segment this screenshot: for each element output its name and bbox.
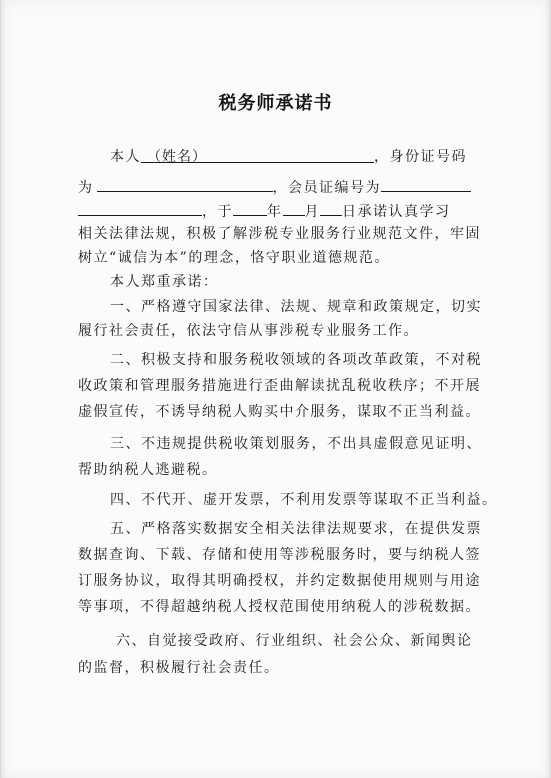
intro-line-5: 树立“诚信为本”的理念，恪守职业道德规范。 bbox=[78, 250, 390, 266]
month-blank[interactable] bbox=[283, 200, 305, 216]
intro-line-3 bbox=[78, 200, 451, 222]
intro-line-2 bbox=[78, 176, 471, 198]
day-label: 日承诺认真学习 bbox=[342, 204, 451, 220]
item-2-line-3: 虚假宣传，不诱导纳税人购买中介服务，谋取不正当利益。 bbox=[78, 404, 481, 420]
year-blank[interactable] bbox=[233, 200, 267, 216]
item-5-line-2: 数据查询、下载、存储和使用等涉税服务时，要与纳税人签 bbox=[78, 547, 481, 563]
page-edge-left bbox=[1, 0, 6, 778]
id-number-label: ，身份证号码 bbox=[374, 149, 467, 165]
month-label: 月 bbox=[304, 204, 320, 220]
item-2-line-1: 二、积极支持和服务税收领域的各项改革政策，不对税 bbox=[110, 352, 482, 368]
member-no-label: ，会员证编号为 bbox=[272, 180, 381, 196]
item-5-line-1: 五、严格落实数据安全相关法律法规要求，在提供发票 bbox=[110, 521, 482, 537]
item-6-line-1: 六、自觉接受政府、行业组织、社会公众、新闻舆论 bbox=[116, 633, 473, 649]
id-number-blank[interactable] bbox=[97, 176, 273, 192]
intro-prefix: 本人 bbox=[110, 149, 141, 165]
pledge-intro: 本人郑重承诺： bbox=[110, 274, 219, 290]
id-prefix: 为 bbox=[78, 180, 94, 196]
page-edge-right bbox=[545, 0, 550, 778]
intro-line-1 bbox=[110, 147, 467, 167]
item-3-line-1: 三、不违规提供税收策划服务，不出具虚假意见证明、 bbox=[110, 436, 482, 452]
item-6-line-2: 的监督，积极履行社会责任。 bbox=[78, 660, 280, 676]
document-title: 税务师承诺书 bbox=[218, 93, 333, 114]
intro-line-4: 相关法律法规，积极了解涉税专业服务行业规范文件，牢固 bbox=[78, 226, 481, 242]
item-1-line-2: 履行社会责任，依法守信从事涉税专业服务工作。 bbox=[78, 323, 419, 339]
item-3-line-2: 帮助纳税人逃避税。 bbox=[78, 462, 218, 478]
name-blank[interactable] bbox=[141, 147, 374, 163]
date-intro: ，于 bbox=[202, 204, 233, 220]
day-blank[interactable] bbox=[320, 200, 342, 216]
item-4-line-1: 四、不代开、虚开发票，不利用发票等谋取不正当利益。 bbox=[110, 492, 498, 508]
member-no-blank-cont[interactable] bbox=[78, 200, 202, 216]
name-hint: （姓名） bbox=[147, 149, 207, 165]
member-no-blank[interactable] bbox=[381, 176, 471, 192]
item-5-line-3: 订服务协议，取得其明确授权，并约定数据使用规则与用途 bbox=[78, 573, 481, 589]
item-5-line-4: 等事项，不得超越纳税人授权范围使用纳税人的涉税数据。 bbox=[78, 599, 481, 615]
item-2-line-2: 收政策和管理服务措施进行歪曲解读扰乱税收秩序；不开展 bbox=[78, 378, 481, 394]
year-label: 年 bbox=[267, 204, 283, 220]
item-1-line-1: 一、严格遵守国家法律、法规、规章和政策规定，切实 bbox=[110, 299, 482, 315]
